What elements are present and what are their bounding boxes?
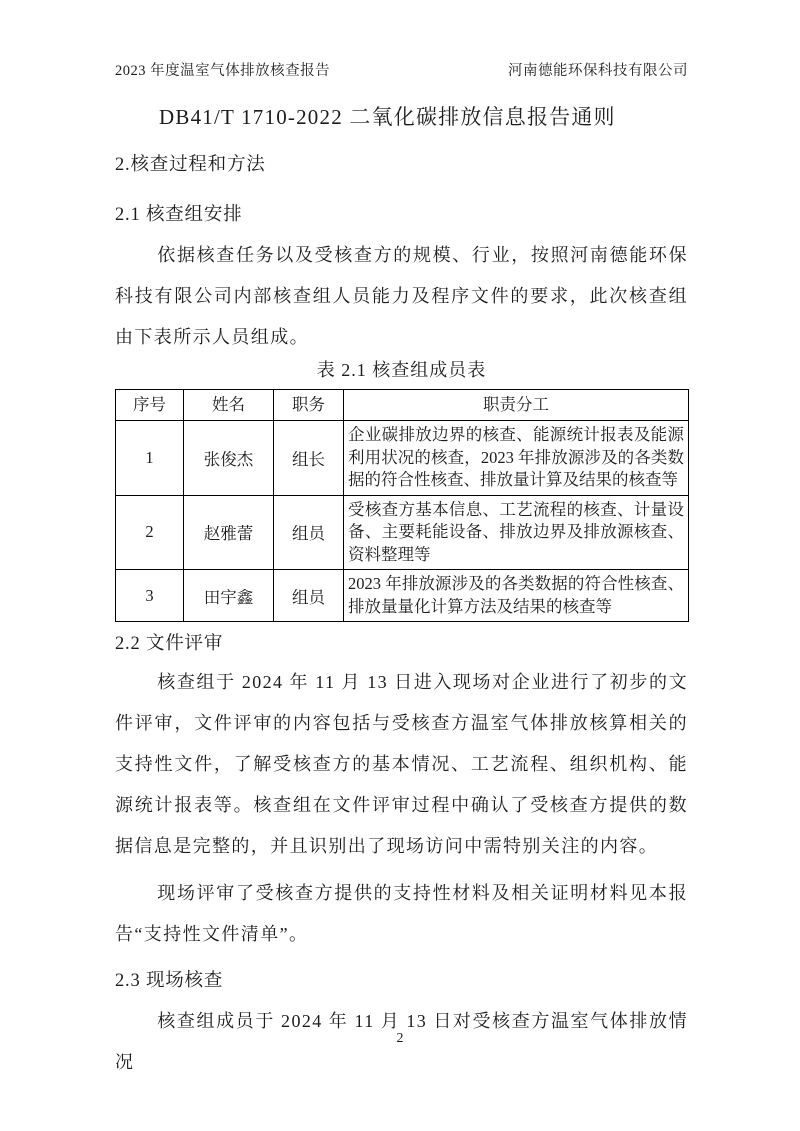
column-header-role: 职务 <box>274 390 344 421</box>
table-row <box>116 421 689 496</box>
page-header <box>115 62 688 80</box>
cell-name: 田宇鑫 <box>184 570 274 622</box>
section-2-1-heading: 2.1 核查组安排 <box>115 205 243 225</box>
section-2-1-paragraph: 依据核查任务以及受核查方的规模、行业，按照河南德能环保科技有限公司内部核查组人员能力及程序文件的要求，此次核查组由下表所示人员组成。 <box>115 245 688 347</box>
cell-name: 赵雅蕾 <box>184 495 274 570</box>
table-header-row <box>116 390 689 421</box>
cell-role: 组长 <box>274 421 344 496</box>
section-2-heading: 2.核查过程和方法 <box>115 155 266 175</box>
verification-team-table <box>115 389 689 622</box>
column-header-duty: 职责分工 <box>344 390 689 421</box>
column-header-no: 序号 <box>116 390 184 421</box>
cell-duty: 受核查方基本信息、工艺流程的核查、计量设备、主要耗能设备、排放边界及排放源核查、资料整理等 <box>344 495 689 570</box>
cell-no: 3 <box>116 570 184 622</box>
cell-duty: 2023 年排放源涉及的各类数据的符合性核查、排放量量化计算方法及结果的核查等 <box>344 570 689 622</box>
column-header-name: 姓名 <box>184 390 274 421</box>
section-2-2-heading: 2.2 文件评审 <box>115 634 224 654</box>
section-2-2-paragraph-1: 核查组于 2024 年 11 月 13 日进入现场对企业进行了初步的文件评审，文件评审的内容包括与受核查方温室气体排放核算相关的支持性文件，了解受核查方的基本情况、工艺流程、组织机构、能源统计报表等。核查组在文件评审过程中确认了受核查方提供的数据信息是完整的，并且识别出了现场访问中需特别关注的内容。 <box>115 672 688 856</box>
section-2-3-paragraph: 核查组成员于 2024 年 11 月 13 日对受核查方温室气体排放情况 <box>115 1011 688 1072</box>
section-2-3-heading: 2.3 现场核查 <box>115 971 224 991</box>
page-number: 2 <box>396 1031 404 1046</box>
cell-duty: 企业碳排放边界的核查、能源统计报表及能源利用状况的核查，2023 年排放源涉及的各类数据的符合性核查、排放量计算及结果的核查等 <box>344 421 689 496</box>
table-row <box>116 495 689 570</box>
cell-no: 2 <box>116 495 184 570</box>
cell-role: 组员 <box>274 495 344 570</box>
cell-role: 组员 <box>274 570 344 622</box>
section-2-2-paragraph-2: 现场评审了受核查方提供的支持性材料及相关证明材料见本报告“支持性文件清单”。 <box>115 883 688 944</box>
table-row <box>116 570 689 622</box>
cell-name: 张俊杰 <box>184 421 274 496</box>
header-company-name: 河南德能环保科技有限公司 <box>508 63 688 79</box>
header-report-title: 2023 年度温室气体排放核查报告 <box>115 63 331 79</box>
cell-no: 1 <box>116 421 184 496</box>
standard-reference-title: DB41/T 1710-2022 二氧化碳排放信息报告通则 <box>159 105 616 129</box>
table-2-1-caption: 表 2.1 核查组成员表 <box>316 360 487 380</box>
